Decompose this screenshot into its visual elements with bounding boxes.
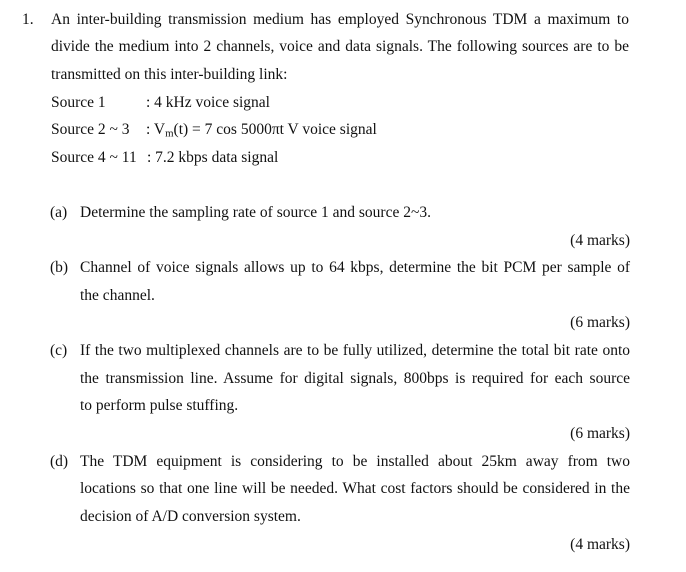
part-c-line-1: If the two multiplexed channels are to be fully utilized, determine the total bit rate onto — [80, 342, 630, 359]
source-2-3-value-suffix: (t) = 7 cos 5000πt V voice signal — [173, 121, 377, 138]
intro-line-3: transmitted on this inter-building link: — [51, 66, 288, 83]
part-a-line-1: Determine the sampling rate of source 1 and source 2~3. — [80, 204, 431, 221]
source-2-3-label: Source 2 ~ 3 — [51, 121, 130, 138]
part-c-line-3: to perform pulse stuffing. — [80, 397, 239, 414]
intro-line-2: divide the medium into 2 channels, voice and data signals. The following sources are to be — [51, 38, 629, 55]
part-c-line-2: the transmission line. Assume for digital signals, 800bps is required for each source — [80, 370, 630, 387]
part-a-marks: (4 marks) — [570, 232, 630, 249]
part-b-line-2: the channel. — [80, 287, 155, 304]
source-2-3-value-prefix: : V — [146, 121, 166, 138]
part-c-label: (c) — [50, 342, 68, 359]
part-a-label: (a) — [50, 204, 68, 221]
part-d-label: (d) — [50, 453, 69, 470]
source-4-11-value: : 7.2 kbps data signal — [147, 149, 279, 166]
part-d-line-2: locations so that one line will be needed. What cost factors should be considered in the — [80, 480, 630, 497]
part-b-label: (b) — [50, 259, 69, 276]
part-d-marks: (4 marks) — [570, 536, 630, 553]
source-1-value: : 4 kHz voice signal — [146, 94, 270, 111]
source-4-11-label: Source 4 ~ 11 — [51, 149, 137, 166]
source-2-3-value-subscript: m — [165, 127, 174, 140]
part-d-line-3: decision of A/D conversion system. — [80, 508, 301, 525]
question-number: 1. — [22, 11, 34, 28]
part-b-marks: (6 marks) — [570, 314, 630, 331]
part-d-line-1: The TDM equipment is considering to be installed about 25km away from two — [80, 453, 630, 470]
source-1-label: Source 1 — [51, 94, 106, 111]
intro-line-1: An inter-building transmission medium has employed Synchronous TDM a maximum to — [51, 11, 629, 28]
part-b-line-1: Channel of voice signals allows up to 64 kbps, determine the bit PCM per sample of — [80, 259, 630, 276]
source-2-3-value — [146, 121, 377, 139]
part-c-marks: (6 marks) — [570, 425, 630, 442]
